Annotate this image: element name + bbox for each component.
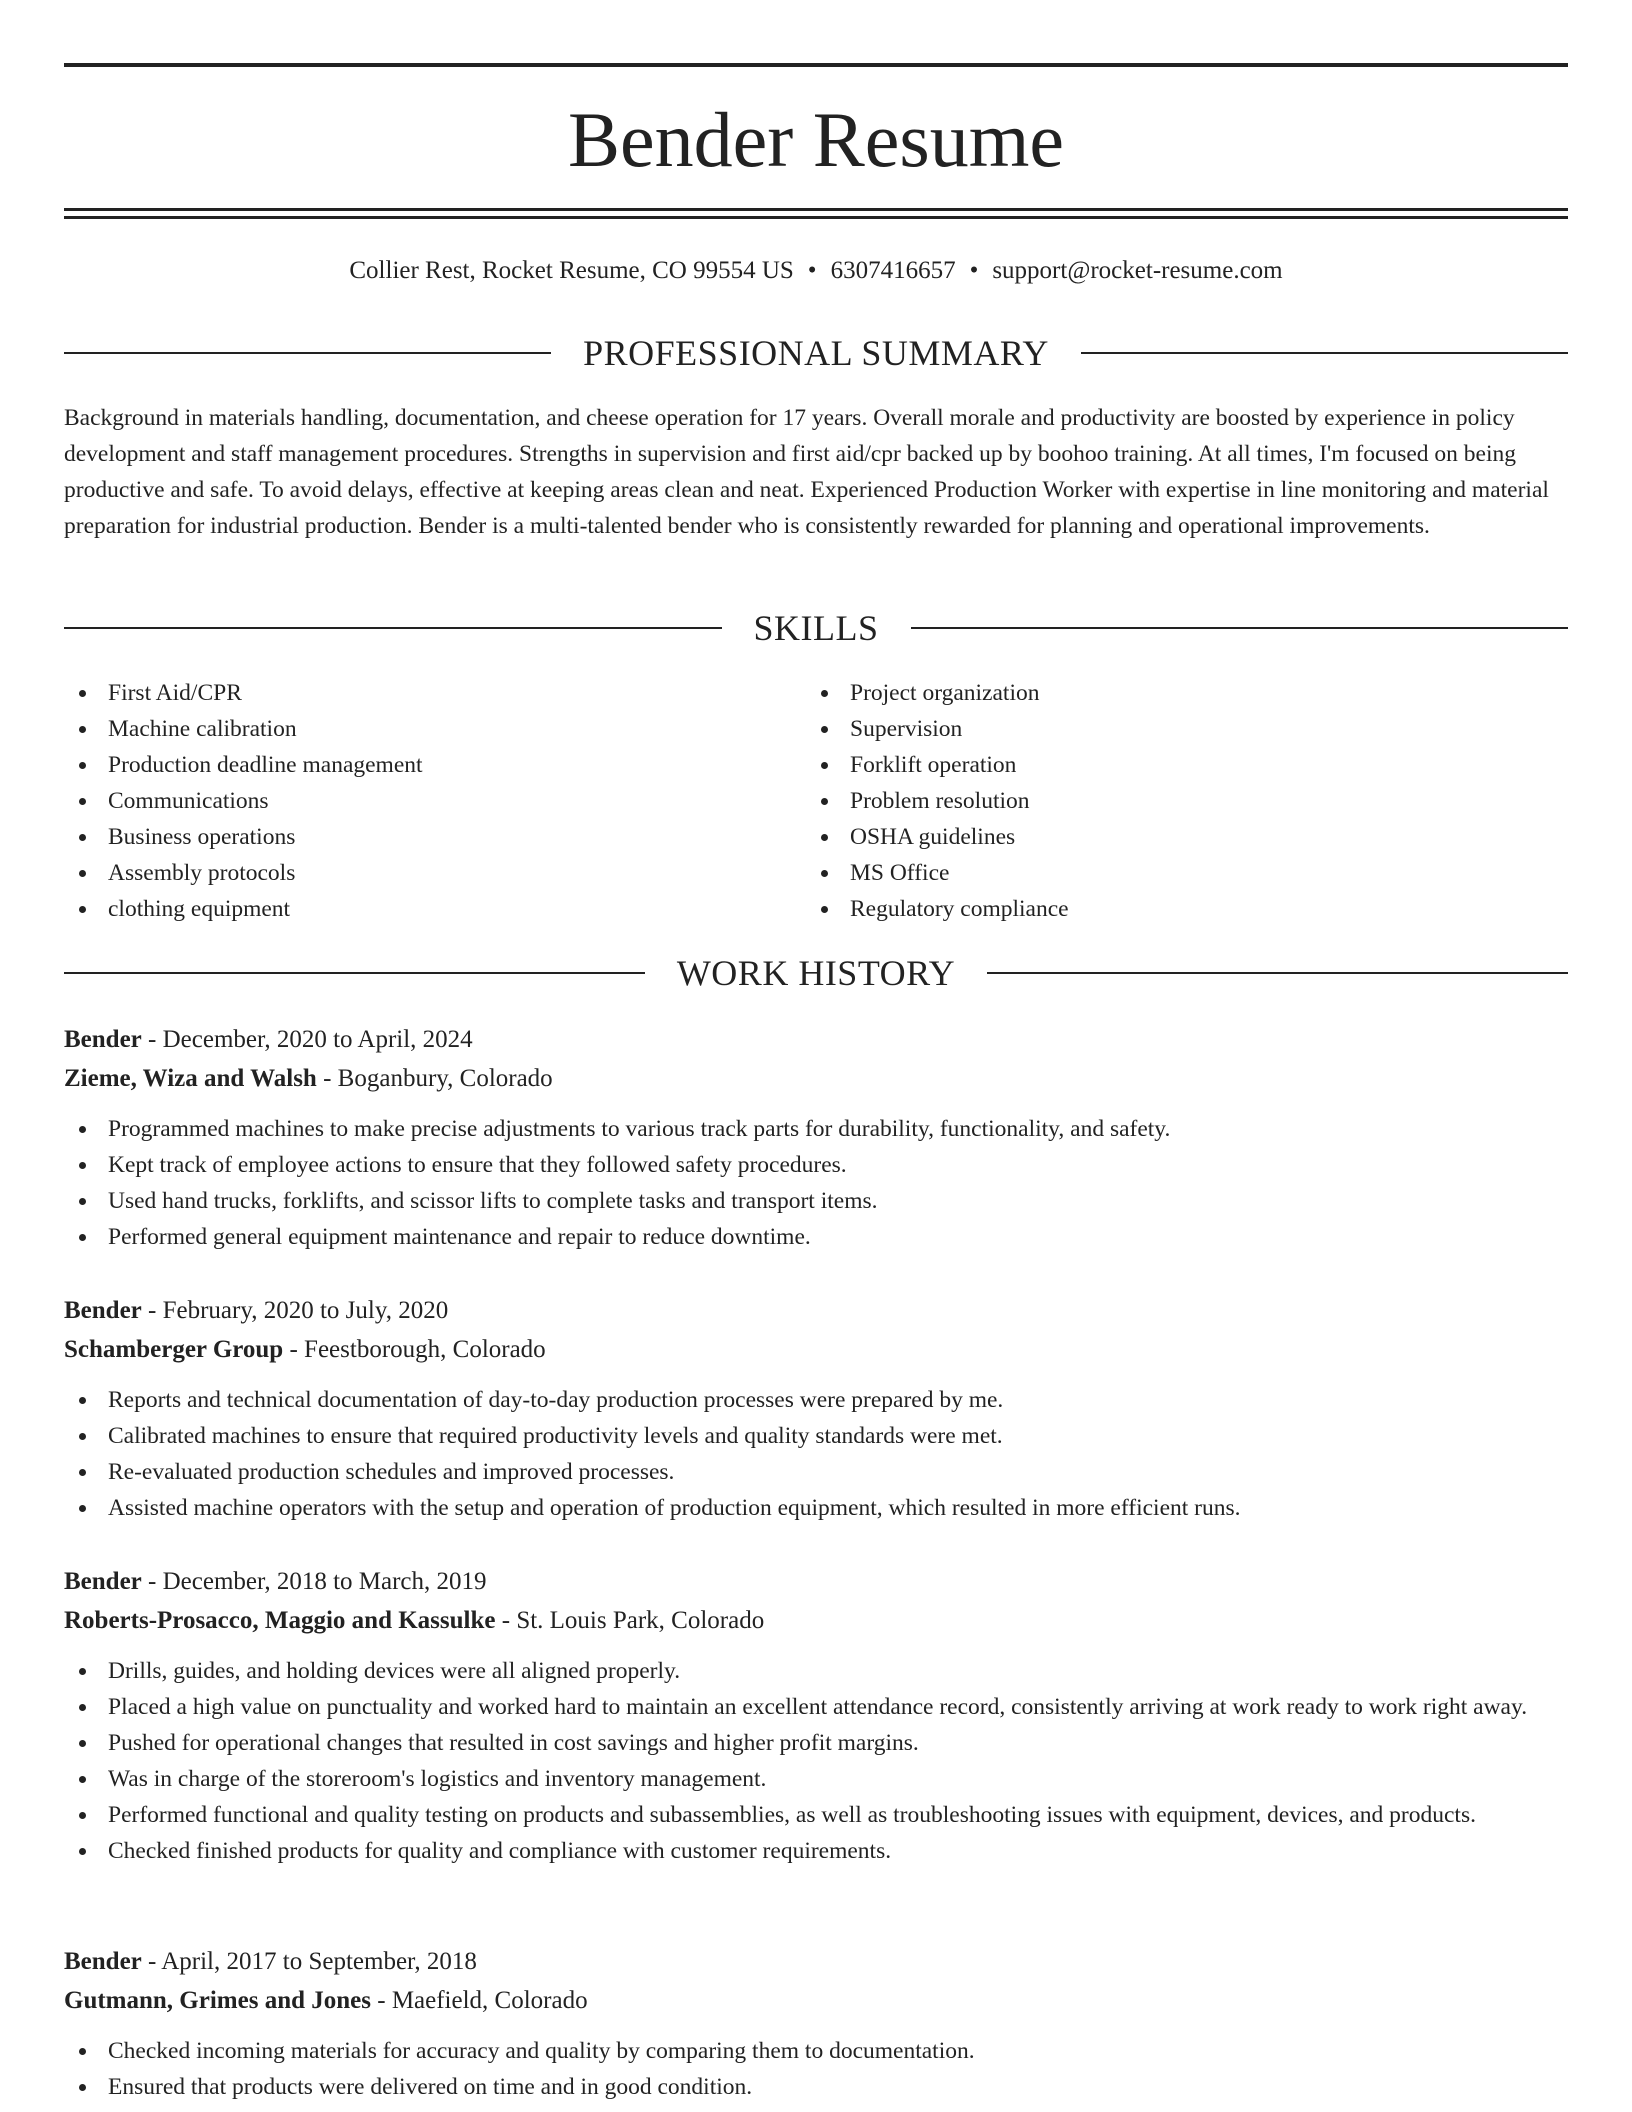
job-company-line: Gutmann, Grimes and Jones - Maefield, Colorado: [64, 1987, 588, 2014]
job-bullet: Kept track of employee actions to ensure that they followed safety procedures.: [64, 1147, 1568, 1183]
job-title-line: Bender - April, 2017 to September, 2018: [64, 1948, 477, 1975]
skill-item: clothing equipment: [64, 891, 804, 927]
skill-item: OSHA guidelines: [806, 819, 1566, 855]
job-bullets: [64, 1653, 1568, 1869]
job-bullet: Drills, guides, and holding devices were all aligned properly.: [64, 1653, 1568, 1689]
email-link[interactable]: support@rocket-resume.com: [992, 257, 1283, 284]
skill-item: Problem resolution: [806, 783, 1566, 819]
job-bullet: Ensured that products were delivered on time and in good condition.: [64, 2069, 1568, 2105]
separator-dot: •: [807, 257, 817, 284]
skill-item: Supervision: [806, 711, 1566, 747]
contact-line: [64, 254, 1568, 288]
job-bullet: Performed functional and quality testing on products and subassemblies, as well as troubleshooting issues with equipment, devices, and products.: [64, 1797, 1568, 1833]
skill-item: First Aid/CPR: [64, 675, 804, 711]
skill-item: Business operations: [64, 819, 804, 855]
job-bullets: [64, 1111, 1568, 1255]
job-company: Gutmann, Grimes and Jones: [64, 1987, 371, 2014]
job-company: Schamberger Group: [64, 1336, 284, 1363]
top-rule: [64, 63, 1568, 67]
job-entry: [64, 1564, 1568, 1869]
section-title: PROFESSIONAL SUMMARY: [583, 333, 1049, 373]
job-location: Maefield, Colorado: [391, 1987, 588, 2014]
skills-list-left: [64, 675, 804, 927]
job-bullet: Used hand trucks, forklifts, and scissor lifts to complete tasks and transport items.: [64, 1183, 1568, 1219]
job-location: Feestborough, Colorado: [304, 1336, 546, 1363]
summary-text: Background in materials handling, documentation, and cheese operation for 17 years. Overall morale and productivity are boosted by experience in policy development and staff management procedures. Strengths in supervision and first aid/cpr backed up by boohoo training. At all times, I'm focused on being productive and safe. To avoid delays, effective at keeping areas clean and neat. Experienced Production Worker with expertise in line monitoring and material preparation for industrial production. Bender is a multi-talented bender who is consistently rewarded for planning and operational improvements.: [64, 405, 1549, 539]
job-entry: [64, 1022, 1568, 1255]
job-location: Boganbury, Colorado: [337, 1065, 553, 1092]
section-heading-summary: [64, 331, 1568, 375]
double-rule: [64, 208, 1568, 219]
job-title: Bender: [64, 1297, 142, 1324]
job-company-line: Roberts-Prosacco, Maggio and Kassulke - St. Louis Park, Colorado: [64, 1607, 765, 1634]
job-dates: December, 2018 to March, 2019: [162, 1568, 487, 1595]
skill-item: Project organization: [806, 675, 1566, 711]
heading-rule: [987, 972, 1568, 974]
job-bullet: Calibrated machines to ensure that required productivity levels and quality standards were met.: [64, 1418, 1568, 1454]
address: Collier Rest, Rocket Resume, CO 99554 US: [349, 257, 794, 284]
skill-item: Communications: [64, 783, 804, 819]
heading-rule: [1081, 352, 1568, 354]
heading-rule: [911, 627, 1569, 629]
job-title-line: Bender - February, 2020 to July, 2020: [64, 1297, 449, 1324]
skill-item: Machine calibration: [64, 711, 804, 747]
skill-item: Production deadline management: [64, 747, 804, 783]
job-bullet: Checked finished products for quality and compliance with customer requirements.: [64, 1833, 1568, 1869]
job-company-line: Schamberger Group - Feestborough, Colorado: [64, 1336, 546, 1363]
job-bullet: Was in charge of the storeroom's logistics and inventory management.: [64, 1761, 1568, 1797]
job-location: St. Louis Park, Colorado: [516, 1607, 765, 1634]
job-bullet: Placed a high value on punctuality and worked hard to maintain an excellent attendance record, consistently arriving at work ready to work right away.: [64, 1689, 1568, 1725]
job-title: Bender: [64, 1948, 142, 1975]
job-bullets: [64, 2033, 1568, 2105]
job-bullet: Assisted machine operators with the setup and operation of production equipment, which resulted in more efficient runs.: [64, 1490, 1568, 1526]
job-company-line: Zieme, Wiza and Walsh - Boganbury, Colorado: [64, 1065, 553, 1092]
job-bullet: Pushed for operational changes that resulted in cost savings and higher profit margins.: [64, 1725, 1568, 1761]
job-title: Bender: [64, 1568, 142, 1595]
heading-rule: [64, 627, 722, 629]
skills-list-right: [806, 675, 1566, 927]
job-bullet: Re-evaluated production schedules and improved processes.: [64, 1454, 1568, 1490]
skill-item: Forklift operation: [806, 747, 1566, 783]
phone: 6307416657: [830, 257, 956, 284]
job-bullet: Checked incoming materials for accuracy and quality by comparing them to documentation.: [64, 2033, 1568, 2069]
separator-dot: •: [969, 257, 979, 284]
job-company: Roberts-Prosacco, Maggio and Kassulke: [64, 1607, 496, 1634]
job-title: Bender: [64, 1026, 142, 1053]
section-heading-skills: [64, 606, 1568, 650]
heading-rule: [64, 352, 551, 354]
job-entry: [64, 1293, 1568, 1526]
job-title-line: Bender - December, 2018 to March, 2019: [64, 1568, 487, 1595]
skill-item: Regulatory compliance: [806, 891, 1566, 927]
job-title-line: Bender - December, 2020 to April, 2024: [64, 1026, 473, 1053]
job-bullet: Programmed machines to make precise adjustments to various track parts for durability, functionality, and safety.: [64, 1111, 1568, 1147]
skill-item: MS Office: [806, 855, 1566, 891]
job-bullet: Reports and technical documentation of day-to-day production processes were prepared by me.: [64, 1382, 1568, 1418]
section-heading-work: [64, 951, 1568, 995]
skill-item: Assembly protocols: [64, 855, 804, 891]
job-bullets: [64, 1382, 1568, 1526]
job-company: Zieme, Wiza and Walsh: [64, 1065, 317, 1092]
job-entry: [64, 1944, 1568, 2105]
job-dates: April, 2017 to September, 2018: [161, 1948, 477, 1975]
heading-rule: [64, 972, 645, 974]
section-title: WORK HISTORY: [676, 953, 956, 993]
job-dates: December, 2020 to April, 2024: [162, 1026, 473, 1053]
section-title: SKILLS: [753, 608, 879, 648]
job-dates: February, 2020 to July, 2020: [162, 1297, 449, 1324]
job-bullet: Performed general equipment maintenance and repair to reduce downtime.: [64, 1219, 1568, 1255]
resume-name: Bender Resume: [567, 96, 1065, 183]
